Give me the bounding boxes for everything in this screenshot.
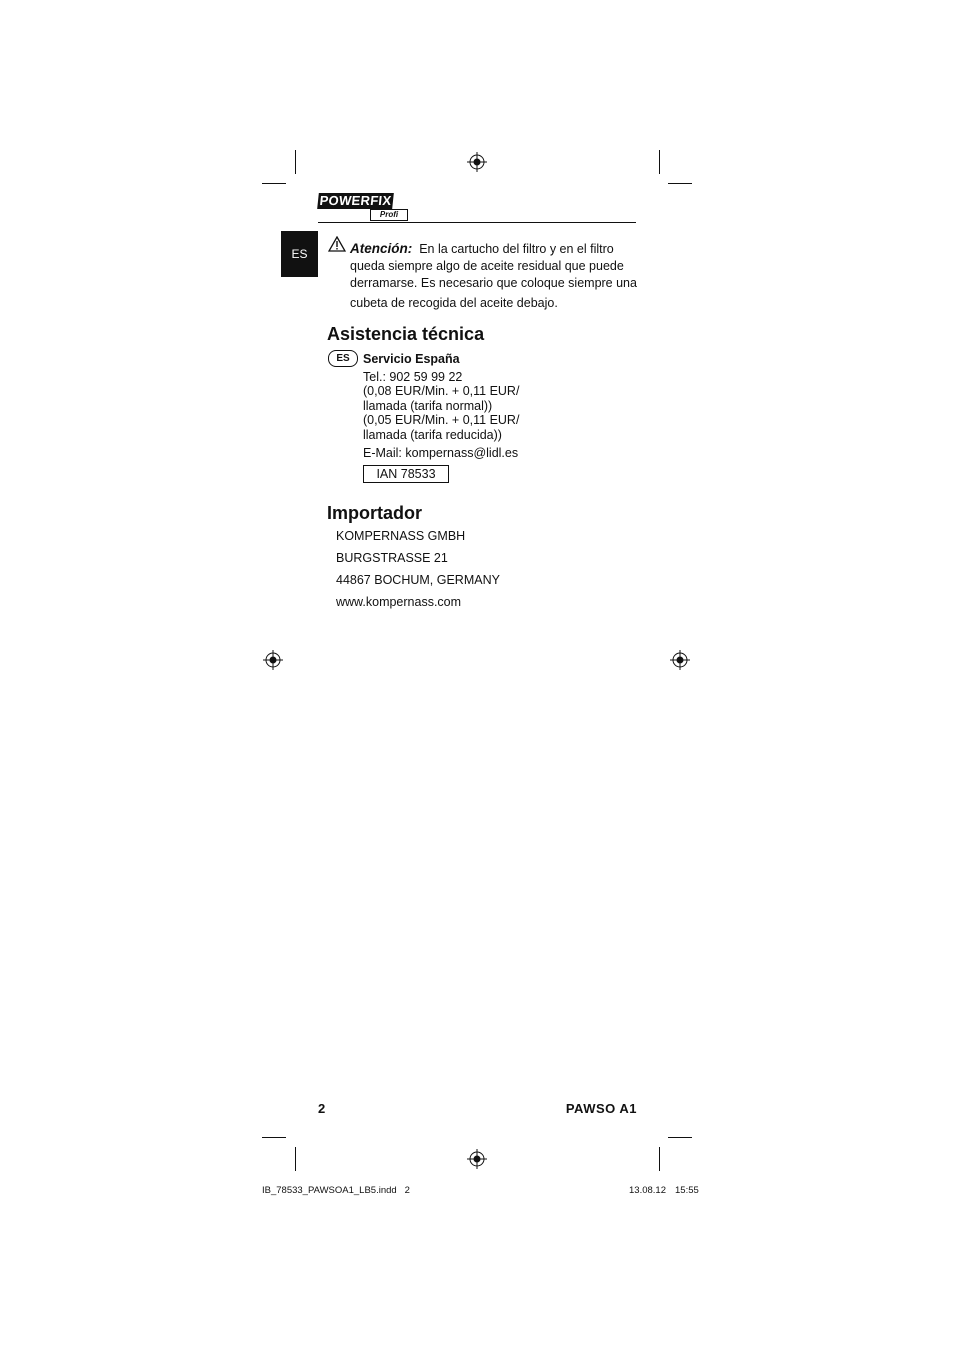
warning-line: derramarse. Es necesario que coloque siempre una [350, 276, 637, 290]
importer-line: 44867 BOCHUM, GERMANY [336, 573, 500, 587]
importer-heading: Importador [327, 503, 423, 523]
importer-website: www.kompernass.com [336, 595, 462, 609]
warning-icon [328, 236, 346, 252]
warning-label: Atención: [350, 241, 413, 256]
page-number: 2 [318, 1101, 326, 1116]
brand-logo-sub: Profi [370, 209, 408, 221]
crop-mark [295, 1147, 296, 1171]
warning-line: queda siempre algo de aceite residual que puede [350, 259, 624, 273]
header-rule [318, 222, 636, 223]
crop-mark [668, 1137, 692, 1138]
support-line: (0,05 EUR/Min. + 0,11 EUR/ [363, 413, 520, 427]
model-name: PAWSO A1 [565, 1101, 637, 1116]
warning-line: En la cartucho del filtro y en el filtro [419, 242, 614, 256]
crop-mark [262, 1137, 286, 1138]
crop-mark [659, 1147, 660, 1171]
support-line: Tel.: 902 59 99 22 [363, 370, 463, 384]
crop-mark [659, 150, 660, 174]
brand-logo-main: POWERFIX [318, 193, 393, 208]
crop-mark [262, 183, 286, 184]
crop-mark [668, 183, 692, 184]
country-badge: ES [328, 350, 358, 367]
warning-text [350, 240, 650, 312]
registration-mark-icon [670, 650, 690, 670]
importer-line: BURGSTRASSE 21 [336, 551, 448, 565]
slug-time: 15:55 [675, 1185, 699, 1196]
ian-box: IAN 78533 [363, 465, 449, 483]
language-tab: ES [281, 231, 318, 277]
registration-mark-icon [467, 1149, 487, 1169]
slug-file: IB_78533_PAWSOA1_LB5.indd 2 [262, 1185, 410, 1196]
service-title: Servicio España [363, 352, 460, 366]
support-line: llamada (tarifa reducida)) [363, 428, 502, 442]
support-email: E-Mail: kompernass@lidl.es [363, 446, 519, 460]
warning-line: cubeta de recogida del aceite debajo. [350, 296, 558, 310]
support-heading: Asistencia técnica [327, 324, 485, 344]
crop-mark [295, 150, 296, 174]
support-line: llamada (tarifa normal)) [363, 399, 493, 413]
registration-mark-icon [263, 650, 283, 670]
slug-date: 13.08.12 [629, 1185, 666, 1196]
importer-line: KOMPERNASS GMBH [336, 529, 466, 543]
support-line: (0,08 EUR/Min. + 0,11 EUR/ [363, 384, 520, 398]
registration-mark-icon [467, 152, 487, 172]
brand-logo [318, 193, 408, 221]
